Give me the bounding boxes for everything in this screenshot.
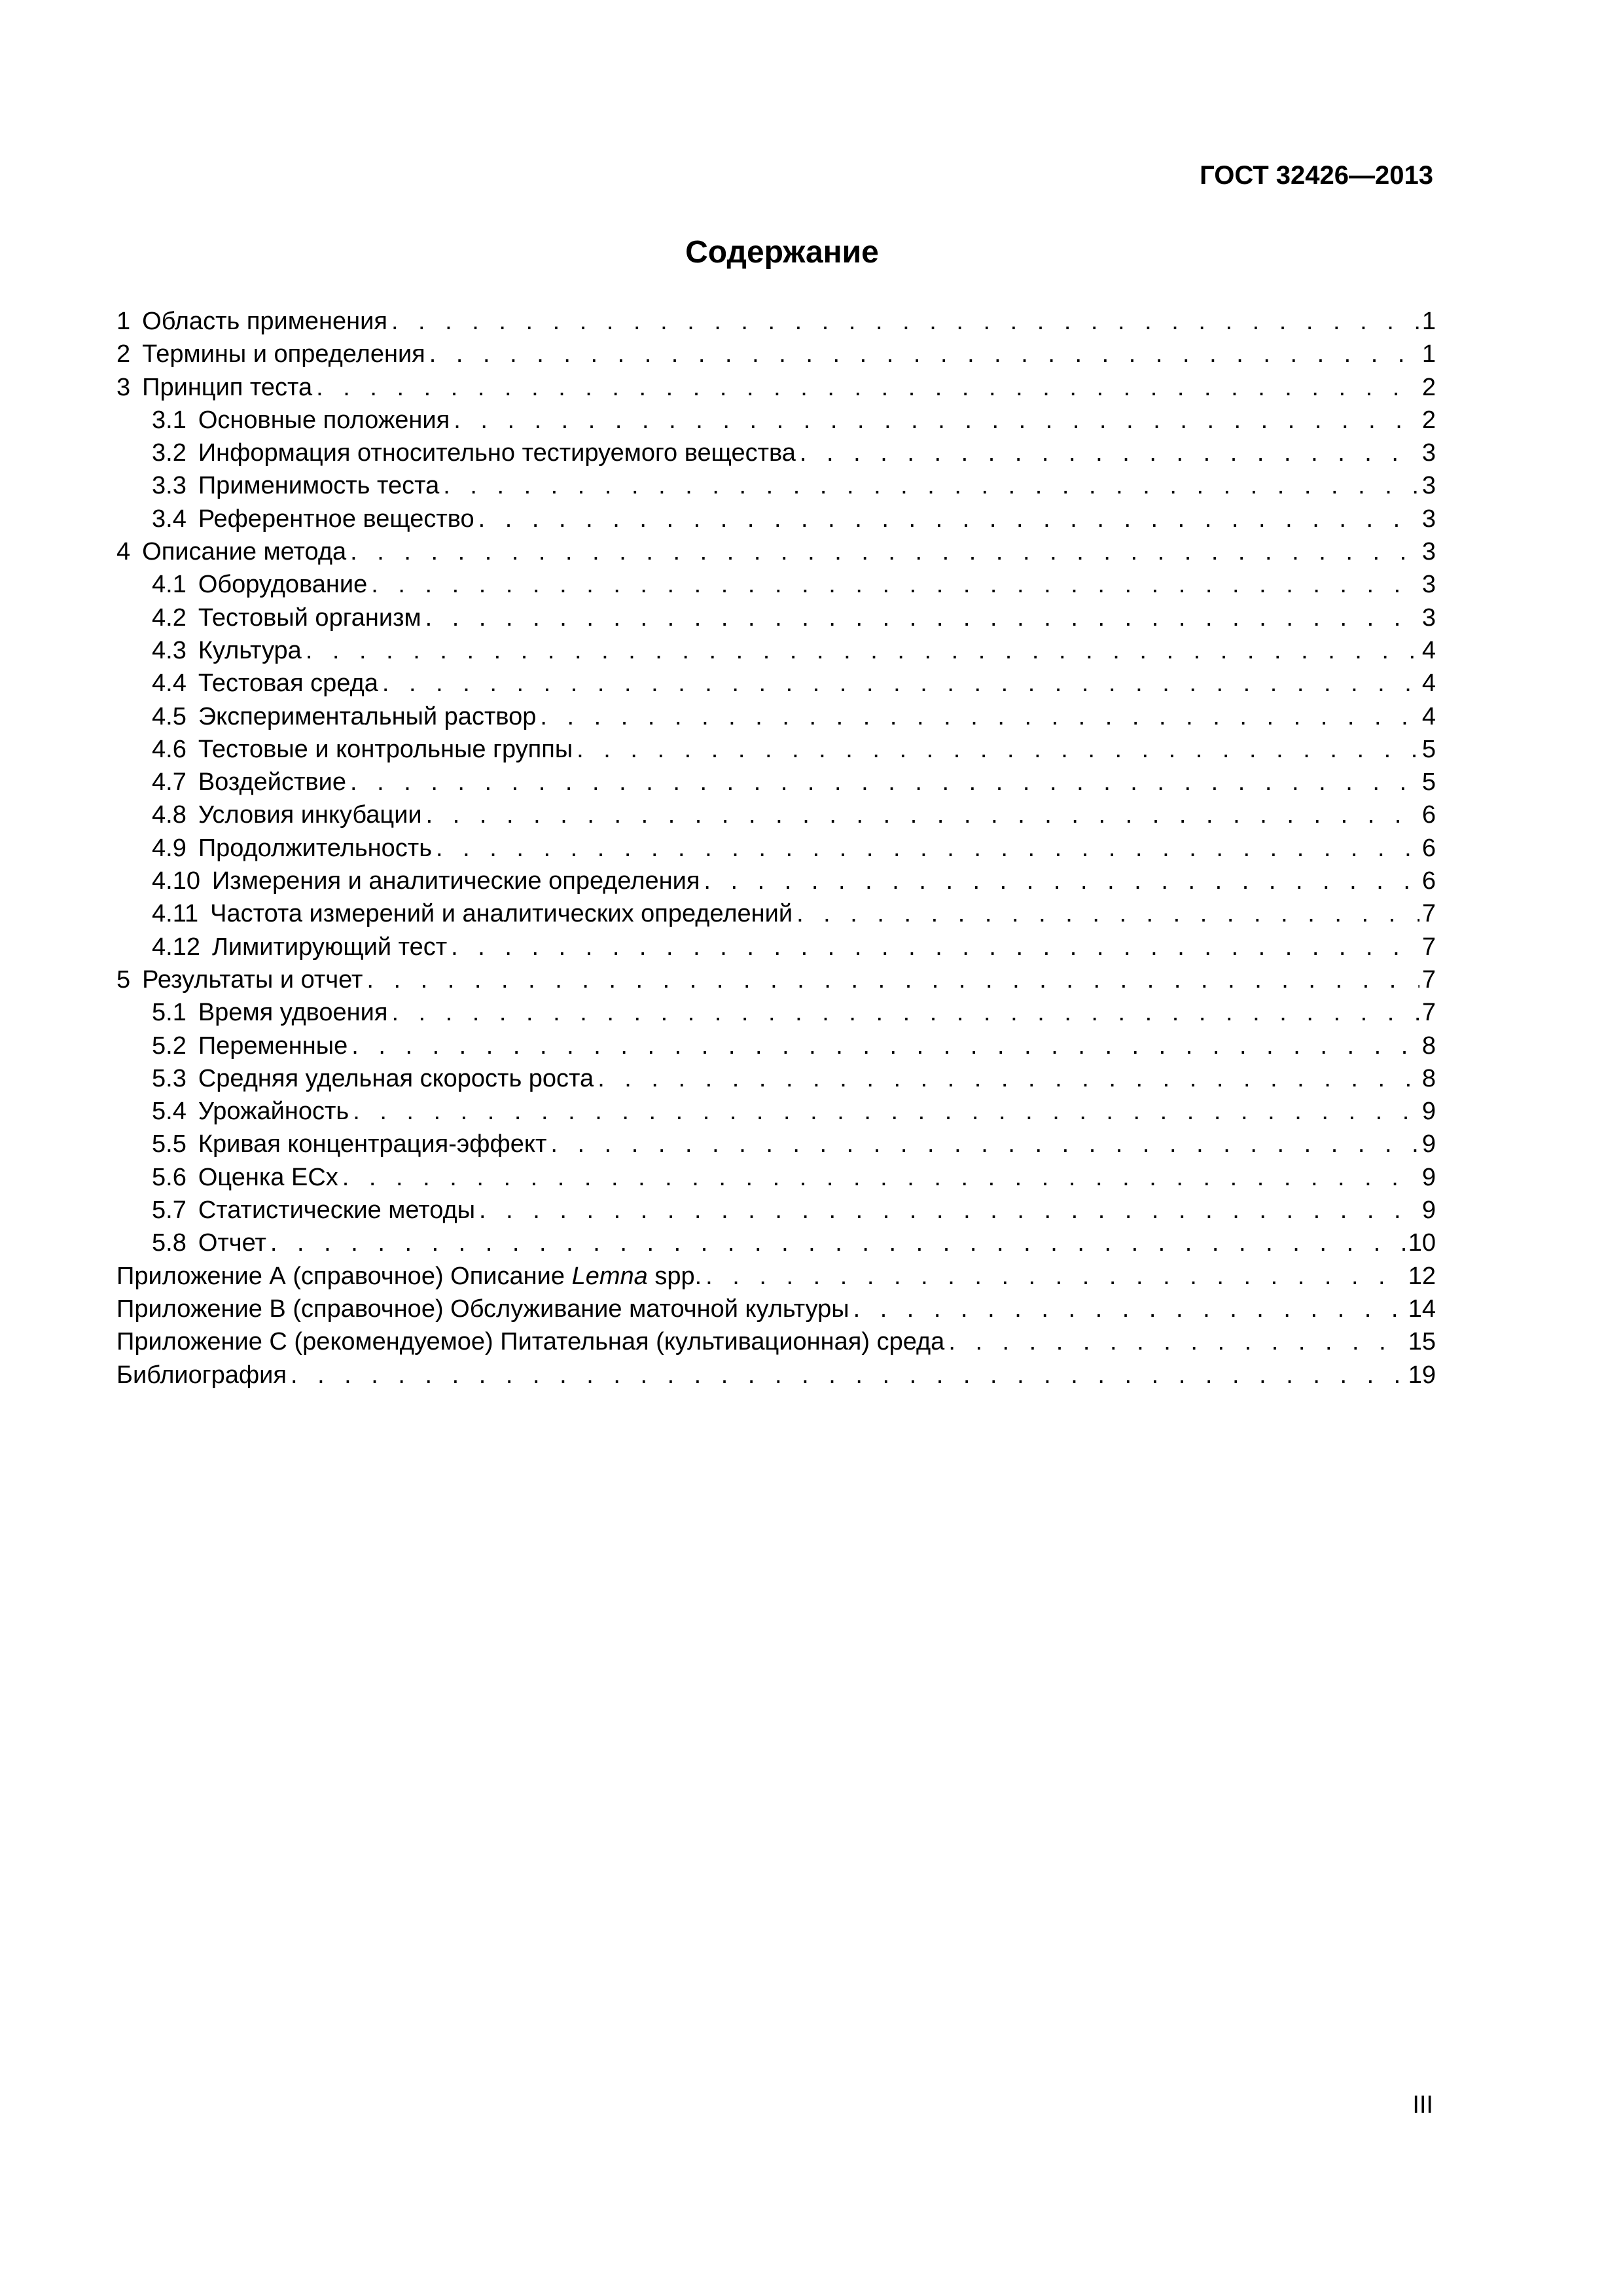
toc-entry[interactable] [116,437,1436,469]
toc-entry-page: 5 [1419,733,1436,766]
toc-entry-label [116,700,540,733]
toc-entry-page: 9 [1419,1194,1436,1227]
toc-entry-label [116,469,443,502]
toc-entry-page: 1 [1419,338,1436,370]
toc-dot-leader [342,1161,1419,1194]
toc-entry-number: 4.3 [152,636,187,664]
toc-entry[interactable] [116,766,1436,798]
toc-entry-label [116,865,704,897]
toc-entry[interactable] [116,832,1436,865]
toc-entry-number: 4.2 [152,603,187,632]
toc-entry-text: Статистические методы [198,1196,476,1225]
toc-entry-text: Продолжительность [198,834,433,862]
toc-entry-text: Результаты и отчет [142,965,363,994]
toc-entry-number: 5.6 [152,1163,187,1191]
toc-entry-number: 4 [116,538,131,566]
toc-dot-leader [270,1227,1406,1259]
toc-entry-text: Частота измерений и аналитических определений [210,900,793,928]
toc-entry-number: 3.3 [152,472,187,500]
toc-entry-page: 9 [1419,1161,1436,1194]
toc-dot-leader [366,963,1419,996]
toc-entry[interactable] [116,931,1436,963]
toc-dot-leader [316,371,1419,404]
toc-entry-page: 3 [1419,437,1436,469]
toc-entry-text: Приложение С (рекомендуемое) Питательная (культивационная) среда [116,1328,945,1356]
toc-entry[interactable] [116,897,1436,930]
toc-entry[interactable] [116,1325,1436,1358]
toc-entry-number: 4.12 [152,933,200,961]
toc-entry[interactable] [116,469,1436,502]
toc-entry-number: 4.5 [152,702,187,730]
toc-entry-label [116,996,391,1029]
toc-entry-page: 9 [1419,1095,1436,1128]
toc-entry-page: 7 [1419,963,1436,996]
toc-entry-number: 5.3 [152,1064,187,1092]
toc-dot-leader [306,634,1419,667]
toc-entry-page: 4 [1419,700,1436,733]
toc-entry-text: Приложение А (справочное) Описание [116,1262,565,1290]
toc-entry-text: Применимость теста [198,472,440,500]
toc-dot-leader [853,1293,1406,1325]
toc-dot-leader [350,766,1419,798]
toc-dot-leader [597,1062,1419,1095]
toc-entry-number: 5.5 [152,1130,187,1158]
toc-dot-leader [705,1260,1406,1293]
toc-entry-page: 10 [1406,1227,1436,1259]
toc-dot-leader [478,503,1419,535]
toc-entry-text: Условия инкубации [198,801,422,829]
toc-dot-leader [436,832,1419,865]
toc-entry-number: 4.11 [152,900,199,928]
toc-entry-number: 2 [116,340,131,368]
toc-entry-label [116,798,426,831]
toc-entry[interactable] [116,1359,1436,1391]
toc-entry-label [116,1062,597,1095]
toc-dot-leader [426,798,1419,831]
toc-entry-text: Информация относительно тестируемого вещества [198,439,796,467]
toc-entry[interactable] [116,865,1436,897]
toc-entry-number: 5.7 [152,1196,187,1225]
toc-entry[interactable] [116,1194,1436,1227]
toc-entry-page: 5 [1419,766,1436,798]
toc-entry[interactable] [116,305,1436,338]
toc-dot-leader [425,601,1419,634]
toc-entry-label [116,1227,270,1259]
toc-entry[interactable] [116,568,1436,601]
toc-entry-label [116,1161,342,1194]
toc-entry-label [116,931,451,963]
toc-dot-leader [451,931,1419,963]
toc-dot-leader [391,305,1419,338]
toc-entry-text: Экспериментальный раствор [198,702,537,730]
toc-entry[interactable] [116,700,1436,733]
toc-entry-text: Лимитирующий тест [211,933,448,961]
toc-entry-page: 12 [1406,1260,1436,1293]
table-of-contents [116,305,1436,1391]
toc-dot-leader [429,338,1419,370]
toc-dot-leader [351,1030,1419,1062]
toc-entry-text: Урожайность [198,1098,349,1126]
toc-entry-text: Принцип теста [142,373,313,401]
toc-entry-page: 6 [1419,832,1436,865]
toc-entry-page: 14 [1406,1293,1436,1325]
toc-entry-text: Оборудование [198,571,368,599]
toc-entry[interactable] [116,371,1436,404]
toc-entry-text: Оценка ECx [198,1163,338,1191]
toc-dot-leader [948,1325,1405,1358]
toc-entry-label [116,437,800,469]
toc-entry-page: 4 [1419,634,1436,667]
toc-entry-text: Время удвоения [198,999,388,1027]
toc-entry-text: Измерения и аналитические определения [211,867,700,895]
toc-entry-number: 3.4 [152,505,187,533]
toc-dot-leader [454,404,1419,437]
toc-entry-label [116,503,478,535]
toc-entry-label [116,733,577,766]
toc-entry-label [116,568,371,601]
toc-entry-label [116,338,429,370]
toc-entry-label [116,1095,353,1128]
toc-entry-number: 4.8 [152,801,187,829]
toc-entry-text: Культура [198,636,302,664]
toc-dot-leader [382,667,1419,700]
toc-entry[interactable] [116,733,1436,766]
toc-entry-number: 5.8 [152,1229,187,1257]
toc-entry-text: Приложение В (справочное) Обслуживание маточной культуры [116,1295,849,1323]
toc-entry-text: Основные положения [198,406,450,434]
toc-entry-number: 5 [116,965,131,994]
toc-entry-page: 7 [1419,996,1436,1029]
toc-entry-page: 3 [1419,535,1436,568]
toc-entry-label [116,897,796,930]
toc-entry-label [116,1325,948,1358]
toc-entry-page: 2 [1419,404,1436,437]
toc-entry-page: 3 [1419,503,1436,535]
page-number: III [1412,2091,1433,2119]
toc-entry-page: 4 [1419,667,1436,700]
toc-entry-text-suffix: spp. [647,1262,702,1290]
toc-entry[interactable] [116,667,1436,700]
toc-entry[interactable] [116,503,1436,535]
toc-entry-label [116,963,366,996]
toc-entry-page: 1 [1419,305,1436,338]
toc-entry[interactable] [116,1161,1436,1194]
toc-dot-leader [800,437,1419,469]
toc-dot-leader [371,568,1419,601]
toc-entry[interactable] [116,1293,1436,1325]
toc-entry-text: Тестовые и контрольные группы [198,735,573,763]
toc-dot-leader [353,1095,1419,1128]
toc-entry-label [116,1260,705,1293]
toc-entry-label [116,832,436,865]
toc-entry-page: 9 [1419,1128,1436,1160]
toc-dot-leader [540,700,1419,733]
toc-dot-leader [350,535,1419,568]
toc-entry-italic-text: Lemna [571,1262,648,1290]
toc-entry-page: 7 [1419,931,1436,963]
toc-entry-page: 3 [1419,601,1436,634]
toc-entry-text: Термины и определения [142,340,425,368]
toc-entry-page: 6 [1419,798,1436,831]
toc-entry-number: 4.7 [152,768,187,797]
toc-entry-number: 4.4 [152,670,187,698]
toc-entry-text: Воздействие [198,768,346,797]
toc-entry-number: 5.2 [152,1031,187,1060]
toc-entry-number: 3.1 [152,406,187,434]
toc-entry-number: 4.9 [152,834,187,862]
toc-entry[interactable] [116,963,1436,996]
toc-dot-leader [479,1194,1419,1227]
toc-entry-label [116,404,454,437]
toc-entry[interactable] [116,1030,1436,1062]
toc-entry-number: 3.2 [152,439,187,467]
toc-entry-number: 4.6 [152,735,187,763]
toc-entry-page: 8 [1419,1030,1436,1062]
toc-dot-leader [796,897,1419,930]
toc-entry-text: Описание метода [142,538,347,566]
toc-entry-number: 1 [116,308,131,335]
toc-entry-label [116,634,306,667]
toc-entry[interactable] [116,1128,1436,1160]
toc-entry[interactable] [116,601,1436,634]
toc-entry-label [116,1293,853,1325]
toc-entry[interactable] [116,404,1436,437]
toc-entry-page: 3 [1419,568,1436,601]
toc-entry[interactable] [116,535,1436,568]
toc-entry[interactable] [116,996,1436,1029]
toc-entry-page: 2 [1419,371,1436,404]
toc-entry-text: Средняя удельная скорость роста [198,1064,594,1092]
toc-entry-text: Область применения [142,308,387,335]
toc-entry[interactable] [116,1062,1436,1095]
toc-entry[interactable] [116,634,1436,667]
toc-entry[interactable] [116,338,1436,370]
toc-entry-page: 7 [1419,897,1436,930]
standard-code: ГОСТ 32426—2013 [1200,161,1433,190]
toc-entry[interactable] [116,1095,1436,1128]
toc-entry[interactable] [116,798,1436,831]
toc-entry-text: Референтное вещество [198,505,474,533]
toc-entry[interactable] [116,1260,1436,1293]
toc-entry-label [116,667,382,700]
toc-entry-number: 4.1 [152,571,187,599]
page-title: Содержание [685,235,879,270]
toc-entry-text: Тестовый организм [198,603,421,632]
toc-entry-label [116,1128,550,1160]
toc-dot-leader [391,996,1419,1029]
toc-entry-label [116,1030,351,1062]
toc-entry-number: 5.1 [152,999,187,1027]
toc-entry-text: Отчет [198,1229,266,1257]
toc-entry-page: 15 [1406,1325,1436,1358]
toc-entry[interactable] [116,1227,1436,1259]
toc-entry-page: 3 [1419,469,1436,502]
toc-dot-leader [291,1359,1406,1391]
toc-entry-text: Тестовая среда [198,670,378,698]
toc-entry-label [116,1359,291,1391]
toc-entry-page: 8 [1419,1062,1436,1095]
toc-entry-label [116,1194,479,1227]
toc-dot-leader [704,865,1419,897]
toc-entry-page: 6 [1419,865,1436,897]
toc-entry-label [116,766,350,798]
toc-entry-label [116,371,316,404]
toc-dot-leader [550,1128,1419,1160]
toc-entry-page: 19 [1406,1359,1436,1391]
toc-entry-label [116,535,350,568]
toc-entry-number: 3 [116,373,131,401]
toc-dot-leader [443,469,1419,502]
toc-dot-leader [577,733,1419,766]
toc-entry-label [116,601,425,634]
toc-entry-label [116,305,391,338]
toc-entry-number: 4.10 [152,867,200,895]
toc-entry-text: Переменные [198,1031,348,1060]
toc-entry-number: 5.4 [152,1098,187,1126]
toc-entry-text: Библиография [116,1361,287,1389]
toc-entry-text: Кривая концентрация-эффект [198,1130,547,1158]
